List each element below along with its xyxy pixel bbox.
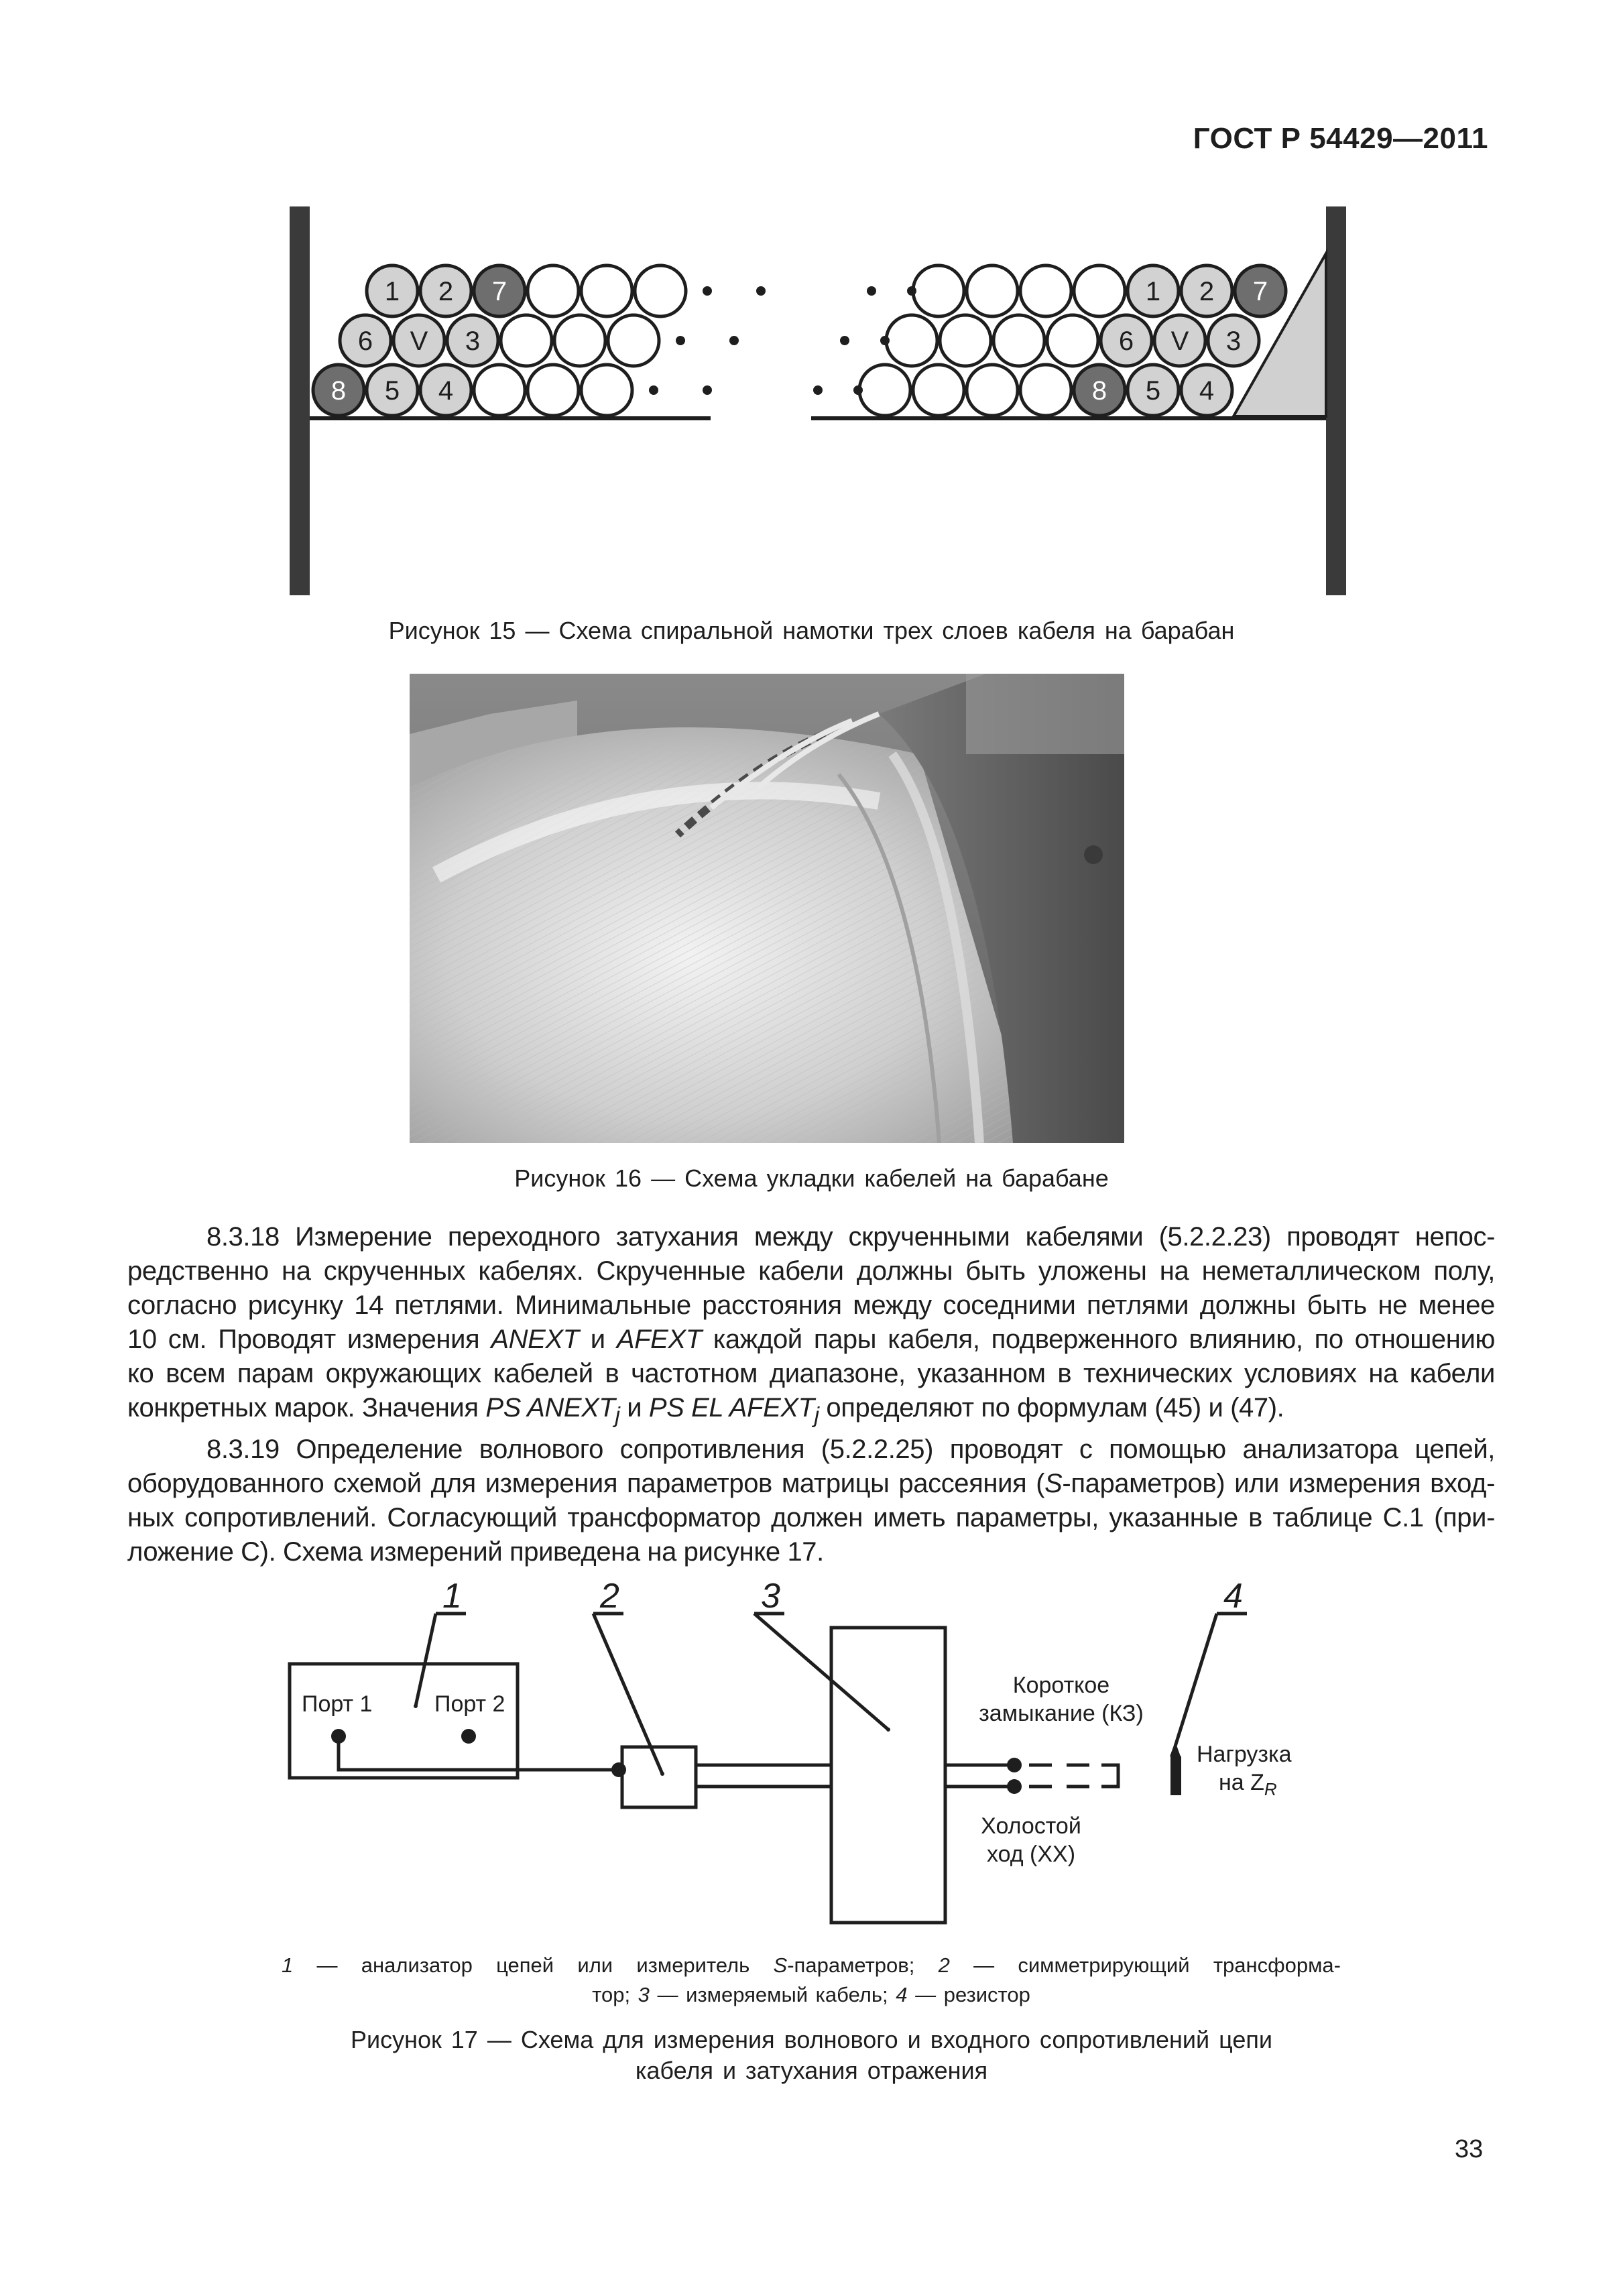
port1-dot — [331, 1729, 346, 1744]
figure-15-caption: Рисунок 15 — Схема спиральной намотки трех слоев кабеля на барабан — [388, 617, 1235, 644]
cable-circle — [994, 315, 1044, 366]
cable-circle — [474, 365, 525, 416]
terminal-dot-bottom — [1007, 1779, 1022, 1794]
cable-circle — [608, 315, 659, 366]
port2-label: Порт 2 — [434, 1691, 505, 1717]
label-right-bottom-4: 4 — [1199, 376, 1215, 406]
port1-wire — [339, 1736, 622, 1770]
left-bottom-row — [313, 365, 632, 416]
left-flange — [290, 206, 310, 595]
label-left-mid-3: 3 — [465, 326, 481, 356]
left-top-row — [367, 265, 686, 316]
right-top-row — [913, 265, 1286, 316]
label-right-top-7: 7 — [1252, 277, 1268, 306]
label-right-mid-3: 3 — [1225, 326, 1242, 356]
cable-circle — [913, 365, 964, 416]
cable-circle — [1074, 265, 1125, 316]
label-right-mid-v: V — [1170, 326, 1189, 356]
load-label-1: Нагрузка — [1197, 1742, 1292, 1767]
figure-16-caption: Рисунок 16 — Схема укладки кабелей на барабане — [514, 1164, 1109, 1192]
paragraph-8-3-19-line-2: оборудованного схемой для измерения параметров матрицы рассеяния (S-параметров) или измерения вход- — [127, 1469, 1495, 1498]
label-left-top-7: 7 — [491, 277, 507, 306]
port1-label: Порт 1 — [302, 1691, 373, 1717]
label-left-bottom-4: 4 — [438, 376, 454, 406]
port2-dot — [461, 1729, 476, 1744]
label-left-mid-6: 6 — [357, 326, 373, 356]
paragraph-8-3-19-line-1: 8.3.19 Определение волнового сопротивления (5.2.2.25) проводят с помощью анализатора цепей, — [206, 1435, 1495, 1464]
page-number: 33 — [1455, 2135, 1484, 2163]
figure-17-legend: 1 — анализатор цепей или измеритель S-параметров; 2 — симметрирующий трансформа- тор; 3 — измеряемый кабель; 4 — резистор — [282, 1953, 1341, 2006]
right-bottom-row — [859, 365, 1232, 416]
right-middle-row — [886, 315, 1259, 366]
analyzer-box — [290, 1664, 518, 1778]
ps-el-afext-term: PS EL AFEXT — [648, 1393, 815, 1423]
terminal-dot-top — [1007, 1758, 1022, 1772]
label-4: 4 — [1223, 1577, 1243, 1616]
cable-box — [831, 1628, 945, 1923]
cable-circle — [581, 365, 632, 416]
label-right-bottom-8: 8 — [1091, 376, 1107, 406]
cable-circle — [940, 315, 991, 366]
label-right-bottom-5: 5 — [1145, 376, 1161, 406]
paragraph-8-3-18-line-5: ко всем парам окружающих кабелей в частотном диапазоне, указанном в технических условиях на кабели — [127, 1359, 1495, 1388]
balun-input-dot — [611, 1762, 626, 1777]
open-circuit-label-1: Холостой — [981, 1813, 1081, 1839]
right-flange — [1326, 206, 1346, 595]
label-right-top-1: 1 — [1145, 277, 1161, 306]
cable-circle — [528, 365, 579, 416]
paragraph-8-3-18-line-1: 8.3.18 Измерение переходного затухания между скрученными кабелями (5.2.2.23) проводят непос- — [206, 1222, 1495, 1252]
load-connector — [1101, 1765, 1118, 1787]
cable-circle — [1047, 315, 1098, 366]
label-left-top-1: 1 — [384, 277, 400, 306]
label-left-top-2: 2 — [438, 277, 454, 306]
cable-circle — [886, 315, 937, 366]
figure-17-caption-line-2: кабеля и затухания отражения — [635, 2057, 988, 2084]
label-left-bottom-5: 5 — [384, 376, 400, 406]
label-3: 3 — [761, 1577, 780, 1616]
short-circuit-label-1: Короткое — [1012, 1673, 1110, 1698]
cable-circle — [913, 265, 964, 316]
resistor — [1170, 1756, 1181, 1795]
label-left-bottom-8: 8 — [330, 376, 347, 406]
figure-17-caption-line-1: Рисунок 17 — Схема для измерения волнового и входного сопротивлений цепи — [351, 2026, 1272, 2053]
figure-17-schematic — [282, 1569, 1354, 1944]
cable-circle — [967, 265, 1018, 316]
paragraph-8-3-18-line-6: конкретных марок. Значения PS $ANEXT_j$ и PS EL $AFEXT_j$ определяют по формулам (45) и (47). — [127, 1393, 1284, 1428]
figure-17-caption — [0, 2025, 1623, 2086]
cable-circle — [581, 265, 632, 316]
label-2: 2 — [600, 1577, 619, 1616]
label-1: 1 — [442, 1577, 462, 1616]
cable-circle — [1020, 365, 1071, 416]
cable-circle — [635, 265, 686, 316]
paragraph-8-3-18-line-3: согласно рисунку 14 петлями. Минимальные расстояния между соседними петлями должны быть не менее — [127, 1290, 1495, 1320]
cable-circle — [859, 365, 910, 416]
paragraph-8-3-18-line-2: редственно на скрученных кабелях. Скрученные кабели должны быть уложены на неметаллическом полу, — [127, 1256, 1495, 1286]
left-middle-row — [340, 315, 659, 366]
load-label-2: на $Z_R$ — [1219, 1770, 1277, 1799]
balun-box — [622, 1747, 696, 1807]
cable-circle — [554, 315, 605, 366]
cable-circle — [967, 365, 1018, 416]
label-left-mid-v: V — [410, 326, 428, 356]
paragraph-8-3-18-line-4: 10 см. Проводят измерения ANEXT и AFEXT каждой пары кабеля, подверженного влиянию, по отношению — [127, 1325, 1496, 1354]
ps-anext-term: PS ANEXT — [485, 1393, 615, 1423]
figure-15-winding-diagram — [282, 194, 1354, 603]
open-circuit-label-2: ход (XX) — [986, 1841, 1076, 1867]
cable-circle — [528, 265, 579, 316]
body-text — [127, 1220, 1495, 1569]
afext-term: AFEXT — [616, 1325, 702, 1354]
document-id: ГОСТ Р 54429—2011 — [1193, 122, 1488, 155]
label-right-top-2: 2 — [1199, 277, 1215, 306]
paragraph-8-3-19-line-3: ных сопротивлений. Согласующий трансформатор должен иметь параметры, указанные в таблице С.1 (при- — [127, 1503, 1495, 1532]
paragraph-8-3-19-line-4: ложение С). Схема измерений приведена на рисунке 17. — [127, 1537, 824, 1567]
label-right-mid-6: 6 — [1118, 326, 1134, 356]
cable-circle — [1020, 265, 1071, 316]
figure-16-photo — [410, 674, 1124, 1143]
cable-circle — [501, 315, 552, 366]
short-circuit-label-2: замыкание (КЗ) — [979, 1701, 1144, 1726]
anext-term: ANEXT — [491, 1325, 579, 1354]
